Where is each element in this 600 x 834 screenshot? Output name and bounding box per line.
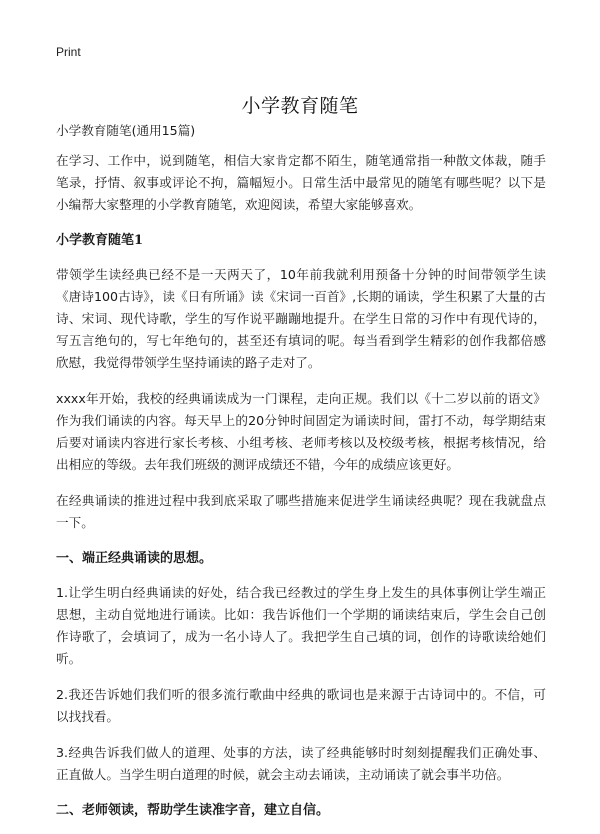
paragraph-2: xxxx年开始，我校的经典诵读成为一门课程，走向正规。我们以《十二岁以前的语文》作为我们诵读的内容。每天早上的20分钟时间固定为诵读时间，雷打不动，每学期结束后要对诵读内容进行家长考核、小组考核、老师考核以及校级考核，根据考核情况，给出相应的等级。去年我们班级的测评成绩还不错，今年的成绩应该更好。: [56, 391, 546, 472]
document-subtitle: 小学教育随笔(通用15篇): [56, 123, 196, 138]
subheading-two: 二、老师领读，帮助学生读准字音，建立自信。: [56, 803, 330, 818]
page-title: 小学教育随笔: [241, 94, 359, 117]
list-item-2: 2.我还告诉她们我们听的很多流行歌曲中经典的歌词也是来源于古诗词中的。不信，可以找找看。: [56, 687, 546, 724]
list-item-3: 3.经典告诉我们做人的道理、处事的方法，读了经典能够时时刻刻提醒我们正确处事、正直做人。当学生明白道理的时候，就会主动去诵读，主动诵读了就会事半功倍。: [56, 745, 546, 782]
document-body: [56, 120, 546, 834]
print-link[interactable]: Print: [56, 45, 81, 59]
section-heading-1: 小学教育随笔1: [56, 233, 144, 248]
paragraph-3: 在经典诵读的推进过程中我到底采取了哪些措施来促进学生诵读经典呢？现在我就盘点一下。: [56, 493, 546, 530]
intro-paragraph: 在学习、工作中，说到随笔，相信大家肯定都不陌生，随笔通常指一种散文体裁，随手笔录，抒情、叙事或评论不拘，篇幅短小。日常生活中最常见的随笔有哪些呢？以下是小编帮大家整理的小学教育随笔，欢迎阅读，希望大家能够喜欢。: [56, 153, 546, 212]
subheading-one: 一、端正经典诵读的思想。: [56, 551, 213, 566]
paragraph-1: 带领学生读经典已经不是一天两天了，10年前我就利用预备十分钟的时间带领学生读《唐诗100古诗》，读《日有所诵》读《宋词一百首》,长期的诵读，学生积累了大量的古诗、宋词、现代诗歌，学生的写作说平蹦蹦地提升。在学生日常的习作中有现代诗的，写五言绝句的，写七年绝句的，甚至还有填词的呢。每当看到学生精彩的创作我都倍感欣慰，我觉得带领学生坚持诵读的路子走对了。: [56, 267, 546, 370]
list-item-1: 1.让学生明白经典诵读的好处，结合我已经教过的学生身上发生的具体事例让学生端正思想，主动自觉地进行诵读。比如：我告诉他们一个学期的诵读结束后，学生会自己创作诗歌了，会填词了，成为一名小诗人了。我把学生自己填的词，创作的诗歌读给她们听。: [56, 585, 546, 666]
